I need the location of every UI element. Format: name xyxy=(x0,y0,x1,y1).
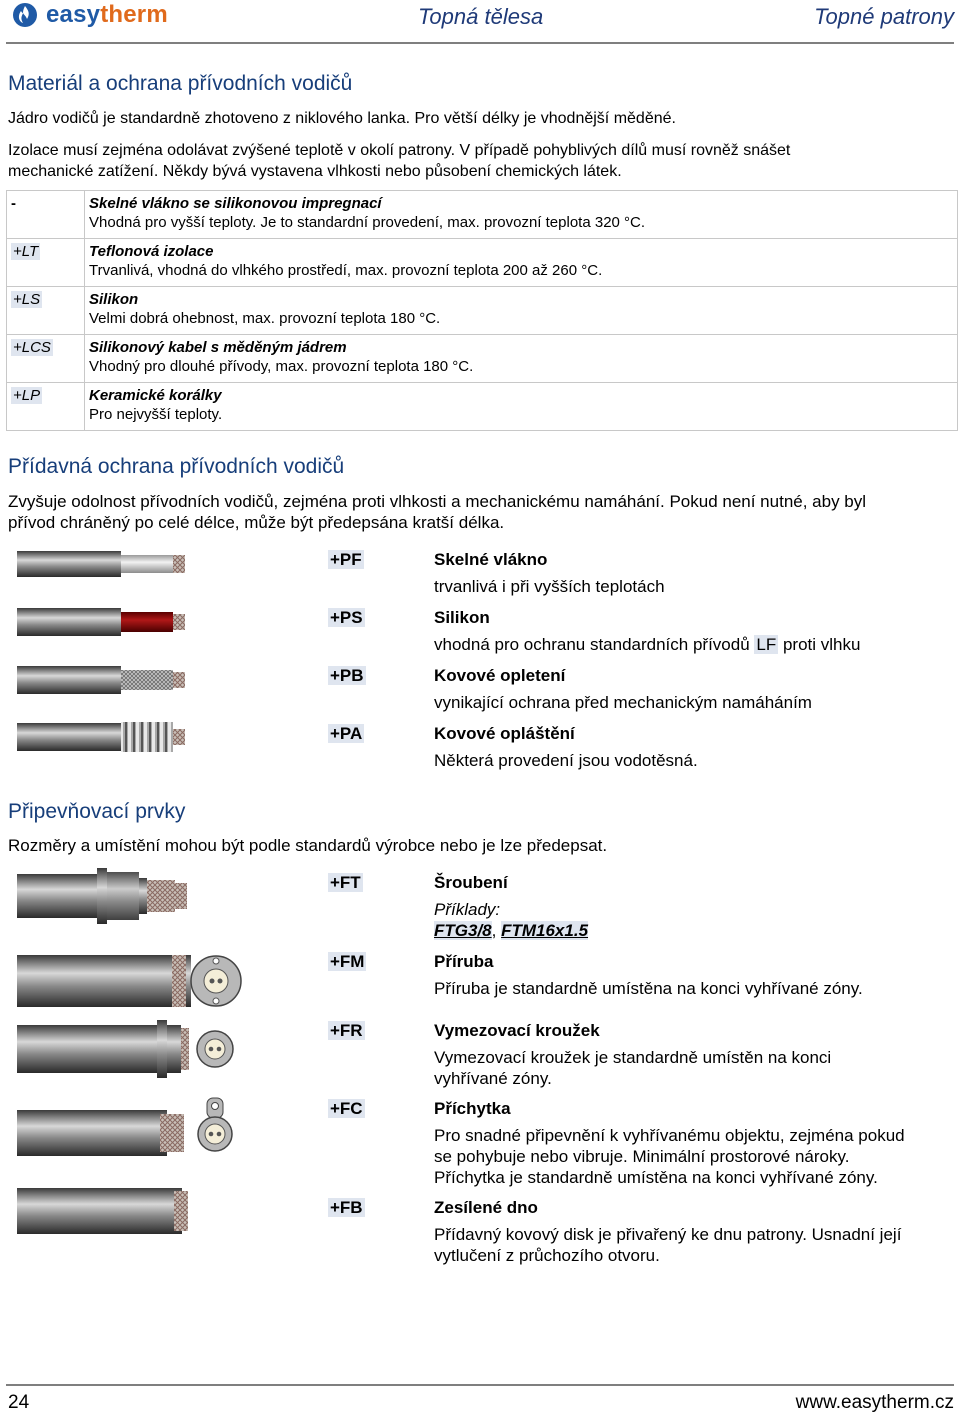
cable-pa-illustration xyxy=(17,722,185,752)
option-code: - xyxy=(7,191,85,239)
paragraph-insulation-line1: Izolace musí zejména odolávat zvýšené teplotě v okolí patrony. V případě pohyblivých dílů musí rovněž snášet xyxy=(8,142,791,159)
header-rule xyxy=(6,42,954,44)
protection-code-ps: +PS xyxy=(330,608,363,627)
section-heading-fixing: Připevňovací prvky xyxy=(8,800,186,823)
option-cell xyxy=(85,239,958,287)
fixing-code-fm: +FM xyxy=(330,952,365,971)
example-link-ftm[interactable]: FTM16x1.5 xyxy=(501,921,589,940)
fixing-code-fr: +FR xyxy=(330,1021,363,1040)
option-code: +LS xyxy=(7,287,85,335)
fixing-desc-fc-line1: Pro snadné připevnění k vyhřívanému objektu, zejména pokud xyxy=(434,1126,905,1145)
fixing-desc-fr-line1: Vymezovací kroužek je standardně umístěn na konci xyxy=(434,1048,832,1067)
fixing-desc-fc-line3: Příchytka je standardně umístěna na konci vyhřívané zóny. xyxy=(434,1168,878,1187)
fixing-title-fr: Vymezovací kroužek xyxy=(434,1021,600,1040)
table-row xyxy=(7,383,958,431)
section-heading-material: Materiál a ochrana přívodních vodičů xyxy=(8,72,353,95)
fixing-desc-fr-line2: vyhřívané zóny. xyxy=(434,1069,552,1088)
footer-url-link[interactable]: www.easytherm.cz xyxy=(795,1392,954,1413)
logo-text-easy: easy xyxy=(46,1,101,28)
fixing-title-fc: Příchytka xyxy=(434,1099,511,1118)
option-title: Skelné vlákno se silikonovou impregnací xyxy=(89,195,382,212)
fixing-examples: FTG3/8, FTM16x1.5 xyxy=(434,921,589,940)
header-subcategory: Topné patrony xyxy=(814,4,954,29)
page-number: 24 xyxy=(8,1392,30,1413)
option-desc: Trvanlivá, vhodná do vlhkého prostředí, max. provozní teplota 200 až 260 °C. xyxy=(89,262,603,279)
paragraph-fixing: Rozměry a umístění mohou být podle standardů výrobce nebo je lze předepsat. xyxy=(8,836,608,855)
paragraph-protection-line1: Zvyšuje odolnost přívodních vodičů, zejména proti vlhkosti a mechanickému namáhání. Pokud není nutné, aby byl xyxy=(8,492,867,511)
cable-pb-illustration xyxy=(17,666,185,694)
fitting-fm-illustration xyxy=(17,955,241,1007)
section-heading-protection: Přídavná ochrana přívodních vodičů xyxy=(8,455,345,478)
fixing-code-fc: +FC xyxy=(330,1099,363,1118)
fitting-fc-illustration xyxy=(17,1098,232,1156)
fixing-code-fb: +FB xyxy=(330,1198,363,1217)
table-row xyxy=(7,239,958,287)
option-desc: Pro nejvyšší teploty. xyxy=(89,406,223,423)
protection-code-pf: +PF xyxy=(330,550,362,569)
fitting-fb-illustration xyxy=(17,1188,188,1234)
fixing-desc-fb-line1: Přídavný kovový disk je přivařený ke dnu patrony. Usnadní její xyxy=(434,1225,902,1244)
paragraph-protection-line2: přívod chráněný po celé délce, může být předepsána kratší délka. xyxy=(8,513,505,532)
option-desc: Velmi dobrá ohebnost, max. provozní teplota 180 °C. xyxy=(89,310,441,327)
protection-desc-pb: vynikající ochrana před mechanickým namáháním xyxy=(434,693,812,712)
paragraph-insulation-line2: mechanické zatížení. Někdy bývá vystavena vlhkosti nebo působení chemických látek. xyxy=(8,163,622,180)
fitting-fr-illustration xyxy=(17,1020,233,1078)
protection-code-pa: +PA xyxy=(330,724,363,743)
cable-ps-illustration xyxy=(17,608,185,636)
option-desc: Vhodná pro vyšší teploty. Je to standardní provedení, max. provozní teplota 320 °C. xyxy=(89,214,646,231)
option-title: Teflonová izolace xyxy=(89,243,214,260)
protection-desc-pf: trvanlivá i při vyšších teplotách xyxy=(434,577,665,596)
cable-pf-illustration xyxy=(17,551,185,577)
protection-title-pf: Skelné vlákno xyxy=(434,550,548,569)
logo xyxy=(10,0,168,30)
option-cell xyxy=(85,191,958,239)
fixing-desc-fb-line2: vytlučení z průchozího otvoru. xyxy=(434,1246,660,1265)
option-desc: Vhodný pro dlouhé přívody, max. provozní teplota 180 °C. xyxy=(89,358,474,375)
option-cell xyxy=(85,287,958,335)
option-title: Keramické korálky xyxy=(89,387,222,404)
fixing-code-ft: +FT xyxy=(330,873,361,892)
option-cell xyxy=(85,383,958,431)
fixing-title-ft: Šroubení xyxy=(434,873,508,892)
fixing-desc-fm: Příruba je standardně umístěna na konci vyhřívané zóny. xyxy=(434,979,863,998)
option-title: Silikonový kabel s měděným jádrem xyxy=(89,339,347,356)
insulation-options-table xyxy=(6,190,958,431)
fixing-title-fb: Zesílené dno xyxy=(434,1198,538,1217)
example-link-ftg[interactable]: FTG3/8 xyxy=(434,921,492,940)
lf-tag: LF xyxy=(756,635,777,654)
option-code: +LT xyxy=(7,239,85,287)
option-title: Silikon xyxy=(89,291,139,308)
table-row xyxy=(7,287,958,335)
option-code: +LP xyxy=(7,383,85,431)
protection-desc-pa: Některá provedení jsou vodotěsná. xyxy=(434,751,698,770)
logo-flame-icon xyxy=(10,0,40,30)
protection-title-pa: Kovové opláštění xyxy=(434,724,575,743)
option-cell xyxy=(85,335,958,383)
fixing-title-fm: Příruba xyxy=(434,952,494,971)
protection-desc-ps: vhodná pro ochranu standardních přívodů LF proti vlhku xyxy=(434,635,861,654)
fixing-examples-label: Příklady: xyxy=(434,900,501,919)
logo-text-therm: therm xyxy=(100,1,168,28)
option-code: +LCS xyxy=(7,335,85,383)
protection-title-pb: Kovové opletení xyxy=(434,666,566,685)
paragraph-core: Jádro vodičů je standardně zhotoveno z niklového lanka. Pro větší délky je vhodnější měděné. xyxy=(8,110,676,127)
table-row xyxy=(7,335,958,383)
protection-title-ps: Silikon xyxy=(434,608,490,627)
fixing-desc-fc-line2: se pohybuje nebo vibruje. Minimální prostorové nároky. xyxy=(434,1147,850,1166)
footer-rule xyxy=(6,1384,954,1386)
header-category: Topná tělesa xyxy=(418,4,544,29)
protection-code-pb: +PB xyxy=(330,666,364,685)
table-row xyxy=(7,191,958,239)
fitting-ft-illustration xyxy=(17,868,187,924)
